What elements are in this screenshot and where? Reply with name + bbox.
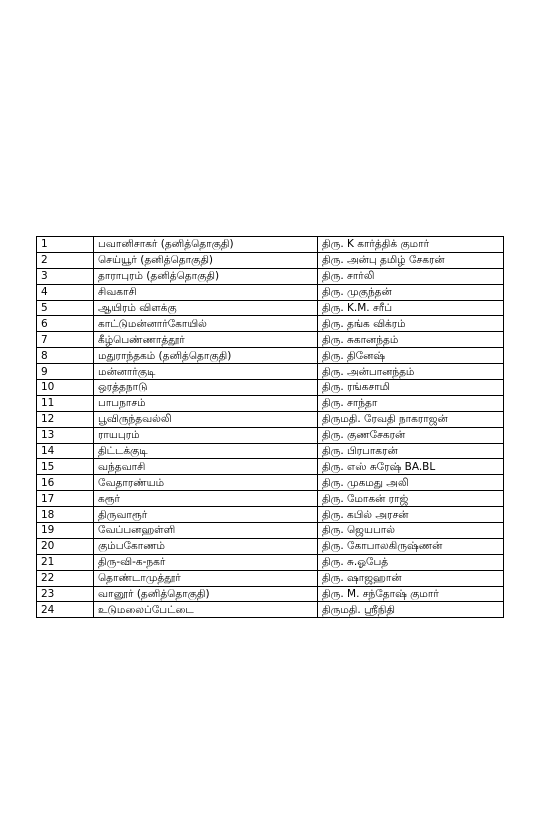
candidate-name: திரு. மோகன் ராஜ் [318,491,504,507]
candidate-name: திரு. முகுந்தன் [318,284,504,300]
row-number: 18 [37,507,94,523]
candidate-name: திரு. சாந்தா [318,395,504,411]
candidate-name: திரு. தினேஷ் [318,348,504,364]
table-row [37,570,504,586]
constituency-name: மதுராந்தகம் (தனித்தொகுதி) [94,348,318,364]
constituency-name: மன்னார்குடி [94,364,318,380]
row-number: 15 [37,459,94,475]
row-number: 4 [37,284,94,300]
constituency-name: கரூர் [94,491,318,507]
constituency-name: திட்டக்குடி [94,443,318,459]
row-number: 1 [37,237,94,253]
row-number: 2 [37,252,94,268]
candidate-name: திரு. தங்க விக்ரம் [318,316,504,332]
constituency-name: தாராபுரம் (தனித்தொகுதி) [94,268,318,284]
table-row [37,427,504,443]
row-number: 13 [37,427,94,443]
constituency-name: வந்தவாசி [94,459,318,475]
row-number: 14 [37,443,94,459]
row-number: 8 [37,348,94,364]
constituency-name: காட்டுமன்னார்கோயில் [94,316,318,332]
constituency-name: வானூர் (தனித்தொகுதி) [94,586,318,602]
table-row [37,491,504,507]
candidate-name: திரு. குணசேகரன் [318,427,504,443]
table-row [37,554,504,570]
candidate-name: திரு. ஜெயபால் [318,523,504,539]
candidate-name: திரு. கபில் அரசன் [318,507,504,523]
candidate-name: திரு. சுகானந்தம் [318,332,504,348]
row-number: 17 [37,491,94,507]
row-number: 22 [37,570,94,586]
candidate-name: திரு. ரங்கசாமி [318,380,504,396]
constituency-name: கீழ்பெண்ணாத்தூர் [94,332,318,348]
table-row [37,523,504,539]
constituency-name: பாபநாசம் [94,395,318,411]
candidate-name: திரு. M. சந்தோஷ் குமார் [318,586,504,602]
constituency-name: திரு-வி-க-நகர் [94,554,318,570]
constituency-name: கும்பகோணம் [94,538,318,554]
table-row [37,237,504,253]
row-number: 6 [37,316,94,332]
candidate-name: திரு. அன்பானந்தம் [318,364,504,380]
row-number: 19 [37,523,94,539]
candidate-name: திரு. அன்பு தமிழ் சேகரன் [318,252,504,268]
candidate-name: திருமதி. ஸ்ரீநிதி [318,602,504,618]
constituency-name: ராயபுரம் [94,427,318,443]
row-number: 20 [37,538,94,554]
row-number: 3 [37,268,94,284]
constituency-name: செய்யூர் (தனித்தொகுதி) [94,252,318,268]
row-number: 16 [37,475,94,491]
row-number: 23 [37,586,94,602]
constituency-name: பூவிருந்தவல்லி [94,411,318,427]
row-number: 24 [37,602,94,618]
table-row [37,602,504,618]
candidate-name: திரு. K.M. சரீப் [318,300,504,316]
table-row [37,586,504,602]
table-row [37,332,504,348]
table-row [37,348,504,364]
row-number: 9 [37,364,94,380]
constituency-name: ஆயிரம் விளக்கு [94,300,318,316]
table-row [37,411,504,427]
constituency-name: ஒரத்தநாடு [94,380,318,396]
row-number: 12 [37,411,94,427]
constituency-name: சிவகாசி [94,284,318,300]
table-row [37,284,504,300]
row-number: 10 [37,380,94,396]
table-row [37,459,504,475]
table-row [37,380,504,396]
table-row [37,268,504,284]
table-row [37,395,504,411]
table-row [37,316,504,332]
constituency-name: வேப்பனஹள்ளி [94,523,318,539]
constituency-name: பவானிசாகர் (தனித்தொகுதி) [94,237,318,253]
table-row [37,443,504,459]
candidate-name: திரு. ஷாஜஹான் [318,570,504,586]
candidate-table [36,236,504,618]
table-row [37,475,504,491]
table-row [37,507,504,523]
table-row [37,252,504,268]
constituency-name: உடுமலைப்பேட்டை [94,602,318,618]
candidate-name: திரு. பிரபாகரன் [318,443,504,459]
row-number: 11 [37,395,94,411]
constituency-name: தொண்டாமுத்தூர் [94,570,318,586]
row-number: 7 [37,332,94,348]
row-number: 21 [37,554,94,570]
table-body [37,237,504,618]
table-row [37,300,504,316]
candidate-name: திரு. K கார்த்திக் குமார் [318,237,504,253]
table-row [37,538,504,554]
candidate-name: திருமதி. ரேவதி நாகராஜன் [318,411,504,427]
candidate-name: திரு. எஸ் சுரேஷ் BA.BL [318,459,504,475]
candidate-name: திரு. கோபாலகிருஷ்ணன் [318,538,504,554]
candidate-name: திரு. முகமது அலி [318,475,504,491]
candidate-name: திரு. சு.ஓபேத் [318,554,504,570]
row-number: 5 [37,300,94,316]
constituency-name: வேதாரண்யம் [94,475,318,491]
constituency-name: திருவாரூர் [94,507,318,523]
candidate-name: திரு. சார்லி [318,268,504,284]
table-row [37,364,504,380]
